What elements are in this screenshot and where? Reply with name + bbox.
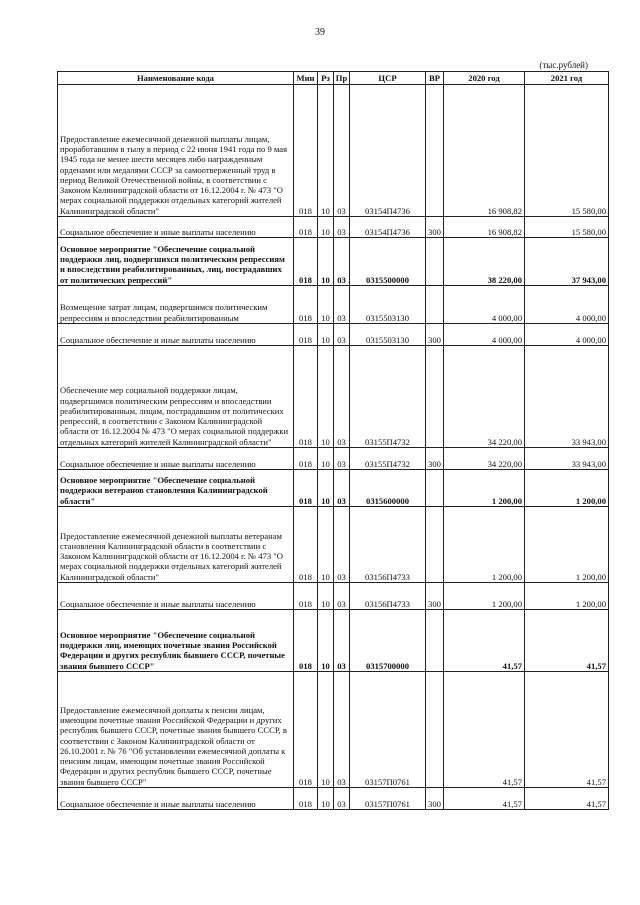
header-csr: ЦСР bbox=[350, 72, 426, 85]
row-vr: 300 bbox=[426, 583, 444, 610]
header-row bbox=[58, 72, 609, 85]
row-2020: 4 000,00 bbox=[444, 286, 525, 324]
row-2021: 33 943,00 bbox=[525, 448, 609, 470]
row-rz: 10 bbox=[318, 788, 334, 810]
table-row bbox=[58, 507, 609, 583]
row-2021: 1 200,00 bbox=[525, 470, 609, 507]
row-rz: 10 bbox=[318, 583, 334, 610]
row-name: Социальное обеспечение и иные выплаты населению bbox=[58, 324, 294, 346]
row-2021: 15 580,00 bbox=[525, 85, 609, 217]
row-min: 018 bbox=[294, 85, 318, 217]
row-csr: 03157П0761 bbox=[350, 672, 426, 788]
row-pr: 03 bbox=[334, 610, 350, 672]
row-min: 018 bbox=[294, 238, 318, 286]
table-row bbox=[58, 346, 609, 448]
row-min: 018 bbox=[294, 448, 318, 470]
row-name: Обеспечение мер социальной поддержки лицам, подвергшимся политическим репрессиям и впоследствии реабилитированным, лицам, пострадавшим от политических репрессий, в соответствии с Законом Калининградской области от 16.12.2004 № 473 "О мерах социальной поддержки отдельных категорий жителей Калининградской области" bbox=[58, 346, 294, 448]
row-rz: 10 bbox=[318, 286, 334, 324]
table-header bbox=[58, 72, 609, 85]
row-name: Социальное обеспечение и иные выплаты населению bbox=[58, 448, 294, 470]
row-vr bbox=[426, 238, 444, 286]
header-min: Мин bbox=[294, 72, 318, 85]
row-vr bbox=[426, 346, 444, 448]
row-2020: 1 200,00 bbox=[444, 583, 525, 610]
row-vr bbox=[426, 85, 444, 217]
header-rz: Рз bbox=[318, 72, 334, 85]
row-min: 018 bbox=[294, 788, 318, 810]
row-2021: 33 943,00 bbox=[525, 346, 609, 448]
table-row bbox=[58, 286, 609, 324]
table-row bbox=[58, 324, 609, 346]
row-name: Предоставление ежемесячной денежной выплаты ветеранам становления Калининградской области в соответствии с Законом Калининградской области от 16.12.2004 г. № 473 "О мерах социальной поддержки отдельных категорий жителей Калининградской области" bbox=[58, 507, 294, 583]
row-name: Предоставление ежемесячной доплаты к пенсии лицам, имеющим почетные звания Российской Федерации и других республик бывшего СССР, почетные звания бывшего СССР, в соответствии с Законом Калининградской области от 26.10.2001 г. № 76 "Об установлении ежемесячной доплаты к пенсиям лицам, имеющим почетные звания Российской Федерации и других республик бывшего СССР, почетные звания бывшего СССР" bbox=[58, 672, 294, 788]
row-2020: 4 000,00 bbox=[444, 324, 525, 346]
row-2020: 34 220,00 bbox=[444, 346, 525, 448]
row-min: 018 bbox=[294, 507, 318, 583]
row-csr: 0315500000 bbox=[350, 238, 426, 286]
table-row bbox=[58, 470, 609, 507]
row-rz: 10 bbox=[318, 672, 334, 788]
table-row bbox=[58, 448, 609, 470]
row-2020: 38 220,00 bbox=[444, 238, 525, 286]
row-pr: 03 bbox=[334, 507, 350, 583]
row-pr: 03 bbox=[334, 217, 350, 238]
table-row bbox=[58, 217, 609, 238]
row-2020: 34 220,00 bbox=[444, 448, 525, 470]
table-row bbox=[58, 788, 609, 810]
row-2020: 41,57 bbox=[444, 610, 525, 672]
header-2021: 2021 год bbox=[525, 72, 609, 85]
row-name: Социальное обеспечение и иные выплаты населению bbox=[58, 788, 294, 810]
row-vr bbox=[426, 507, 444, 583]
row-rz: 10 bbox=[318, 610, 334, 672]
row-vr bbox=[426, 470, 444, 507]
row-min: 018 bbox=[294, 583, 318, 610]
row-2021: 41,57 bbox=[525, 788, 609, 810]
row-2021: 4 000,00 bbox=[525, 324, 609, 346]
row-pr: 03 bbox=[334, 448, 350, 470]
row-vr bbox=[426, 672, 444, 788]
row-vr bbox=[426, 286, 444, 324]
header-vr: ВР bbox=[426, 72, 444, 85]
row-csr: 03156П4733 bbox=[350, 507, 426, 583]
row-2021: 1 200,00 bbox=[525, 507, 609, 583]
row-rz: 10 bbox=[318, 346, 334, 448]
row-csr: 03154П4736 bbox=[350, 85, 426, 217]
row-2020: 41,57 bbox=[444, 788, 525, 810]
table-row bbox=[58, 672, 609, 788]
row-name: Социальное обеспечение и иные выплаты населению bbox=[58, 583, 294, 610]
row-name: Основное мероприятие "Обеспечение социальной поддержки лиц, подвергшихся политическим репрессиям и впоследствии реабилитированных, лиц, пострадавших от политических репрессий" bbox=[58, 238, 294, 286]
row-2021: 4 000,00 bbox=[525, 286, 609, 324]
row-name: Предоставление ежемесячной денежной выплаты лицам, проработавшим в тылу в период с 22 июня 1941 года по 9 мая 1945 года не менее шести месяцев либо награжденным орденами или медалями СССР за самоотверженный труд в период Великой Отечественной войны, в соответствии с Законом Калининградской области от 16.12.2004 г. № 473 "О мерах социальной поддержки отдельных категорий жителей Калининградской области" bbox=[58, 85, 294, 217]
page-number: 39 bbox=[315, 27, 325, 38]
row-pr: 03 bbox=[334, 788, 350, 810]
row-2021: 41,57 bbox=[525, 672, 609, 788]
header-pr: Пр bbox=[334, 72, 350, 85]
row-csr: 0315700000 bbox=[350, 610, 426, 672]
row-csr: 03157П0761 bbox=[350, 788, 426, 810]
row-vr bbox=[426, 610, 444, 672]
row-vr: 300 bbox=[426, 788, 444, 810]
units-label: (тыс.рублей) bbox=[539, 60, 588, 70]
row-2020: 16 908,82 bbox=[444, 217, 525, 238]
row-csr: 0315600000 bbox=[350, 470, 426, 507]
row-2020: 41,57 bbox=[444, 672, 525, 788]
row-rz: 10 bbox=[318, 85, 334, 217]
row-csr: 0315503130 bbox=[350, 286, 426, 324]
header-2020: 2020 год bbox=[444, 72, 525, 85]
row-2021: 15 580,00 bbox=[525, 217, 609, 238]
row-rz: 10 bbox=[318, 507, 334, 583]
row-vr: 300 bbox=[426, 217, 444, 238]
row-rz: 10 bbox=[318, 238, 334, 286]
row-pr: 03 bbox=[334, 324, 350, 346]
row-rz: 10 bbox=[318, 448, 334, 470]
row-name: Возмещение затрат лицам, подвергшимся политическим репрессиям и впоследствии реабилитированным bbox=[58, 286, 294, 324]
row-vr: 300 bbox=[426, 324, 444, 346]
row-pr: 03 bbox=[334, 286, 350, 324]
row-name: Основное мероприятие "Обеспечение социальной поддержки лиц, имеющих почетные звания Российской Федерации и других республик бывшего СССР, почетные звания бывшего СССР" bbox=[58, 610, 294, 672]
table-row bbox=[58, 583, 609, 610]
table-row bbox=[58, 238, 609, 286]
row-rz: 10 bbox=[318, 470, 334, 507]
row-pr: 03 bbox=[334, 346, 350, 448]
row-csr: 03154П4736 bbox=[350, 217, 426, 238]
table-row bbox=[58, 610, 609, 672]
row-rz: 10 bbox=[318, 217, 334, 238]
row-csr: 03155П4732 bbox=[350, 346, 426, 448]
header-name: Наименование кода bbox=[58, 72, 294, 85]
row-name: Основное мероприятие "Обеспечение социальной поддержки ветеранов становления Калининградской области" bbox=[58, 470, 294, 507]
row-rz: 10 bbox=[318, 324, 334, 346]
row-2020: 1 200,00 bbox=[444, 470, 525, 507]
row-min: 018 bbox=[294, 324, 318, 346]
row-2021: 41,57 bbox=[525, 610, 609, 672]
row-csr: 03155П4732 bbox=[350, 448, 426, 470]
row-pr: 03 bbox=[334, 583, 350, 610]
row-min: 018 bbox=[294, 470, 318, 507]
row-min: 018 bbox=[294, 672, 318, 788]
row-2020: 16 908,82 bbox=[444, 85, 525, 217]
row-pr: 03 bbox=[334, 470, 350, 507]
row-2021: 37 943,00 bbox=[525, 238, 609, 286]
row-2020: 1 200,00 bbox=[444, 507, 525, 583]
row-csr: 03156П4733 bbox=[350, 583, 426, 610]
row-name: Социальное обеспечение и иные выплаты населению bbox=[58, 217, 294, 238]
row-vr: 300 bbox=[426, 448, 444, 470]
row-min: 018 bbox=[294, 346, 318, 448]
row-min: 018 bbox=[294, 286, 318, 324]
row-pr: 03 bbox=[334, 672, 350, 788]
row-2021: 1 200,00 bbox=[525, 583, 609, 610]
budget-table bbox=[57, 71, 609, 810]
row-pr: 03 bbox=[334, 85, 350, 217]
row-pr: 03 bbox=[334, 238, 350, 286]
row-csr: 0315503130 bbox=[350, 324, 426, 346]
table-row bbox=[58, 85, 609, 217]
row-min: 018 bbox=[294, 610, 318, 672]
row-min: 018 bbox=[294, 217, 318, 238]
